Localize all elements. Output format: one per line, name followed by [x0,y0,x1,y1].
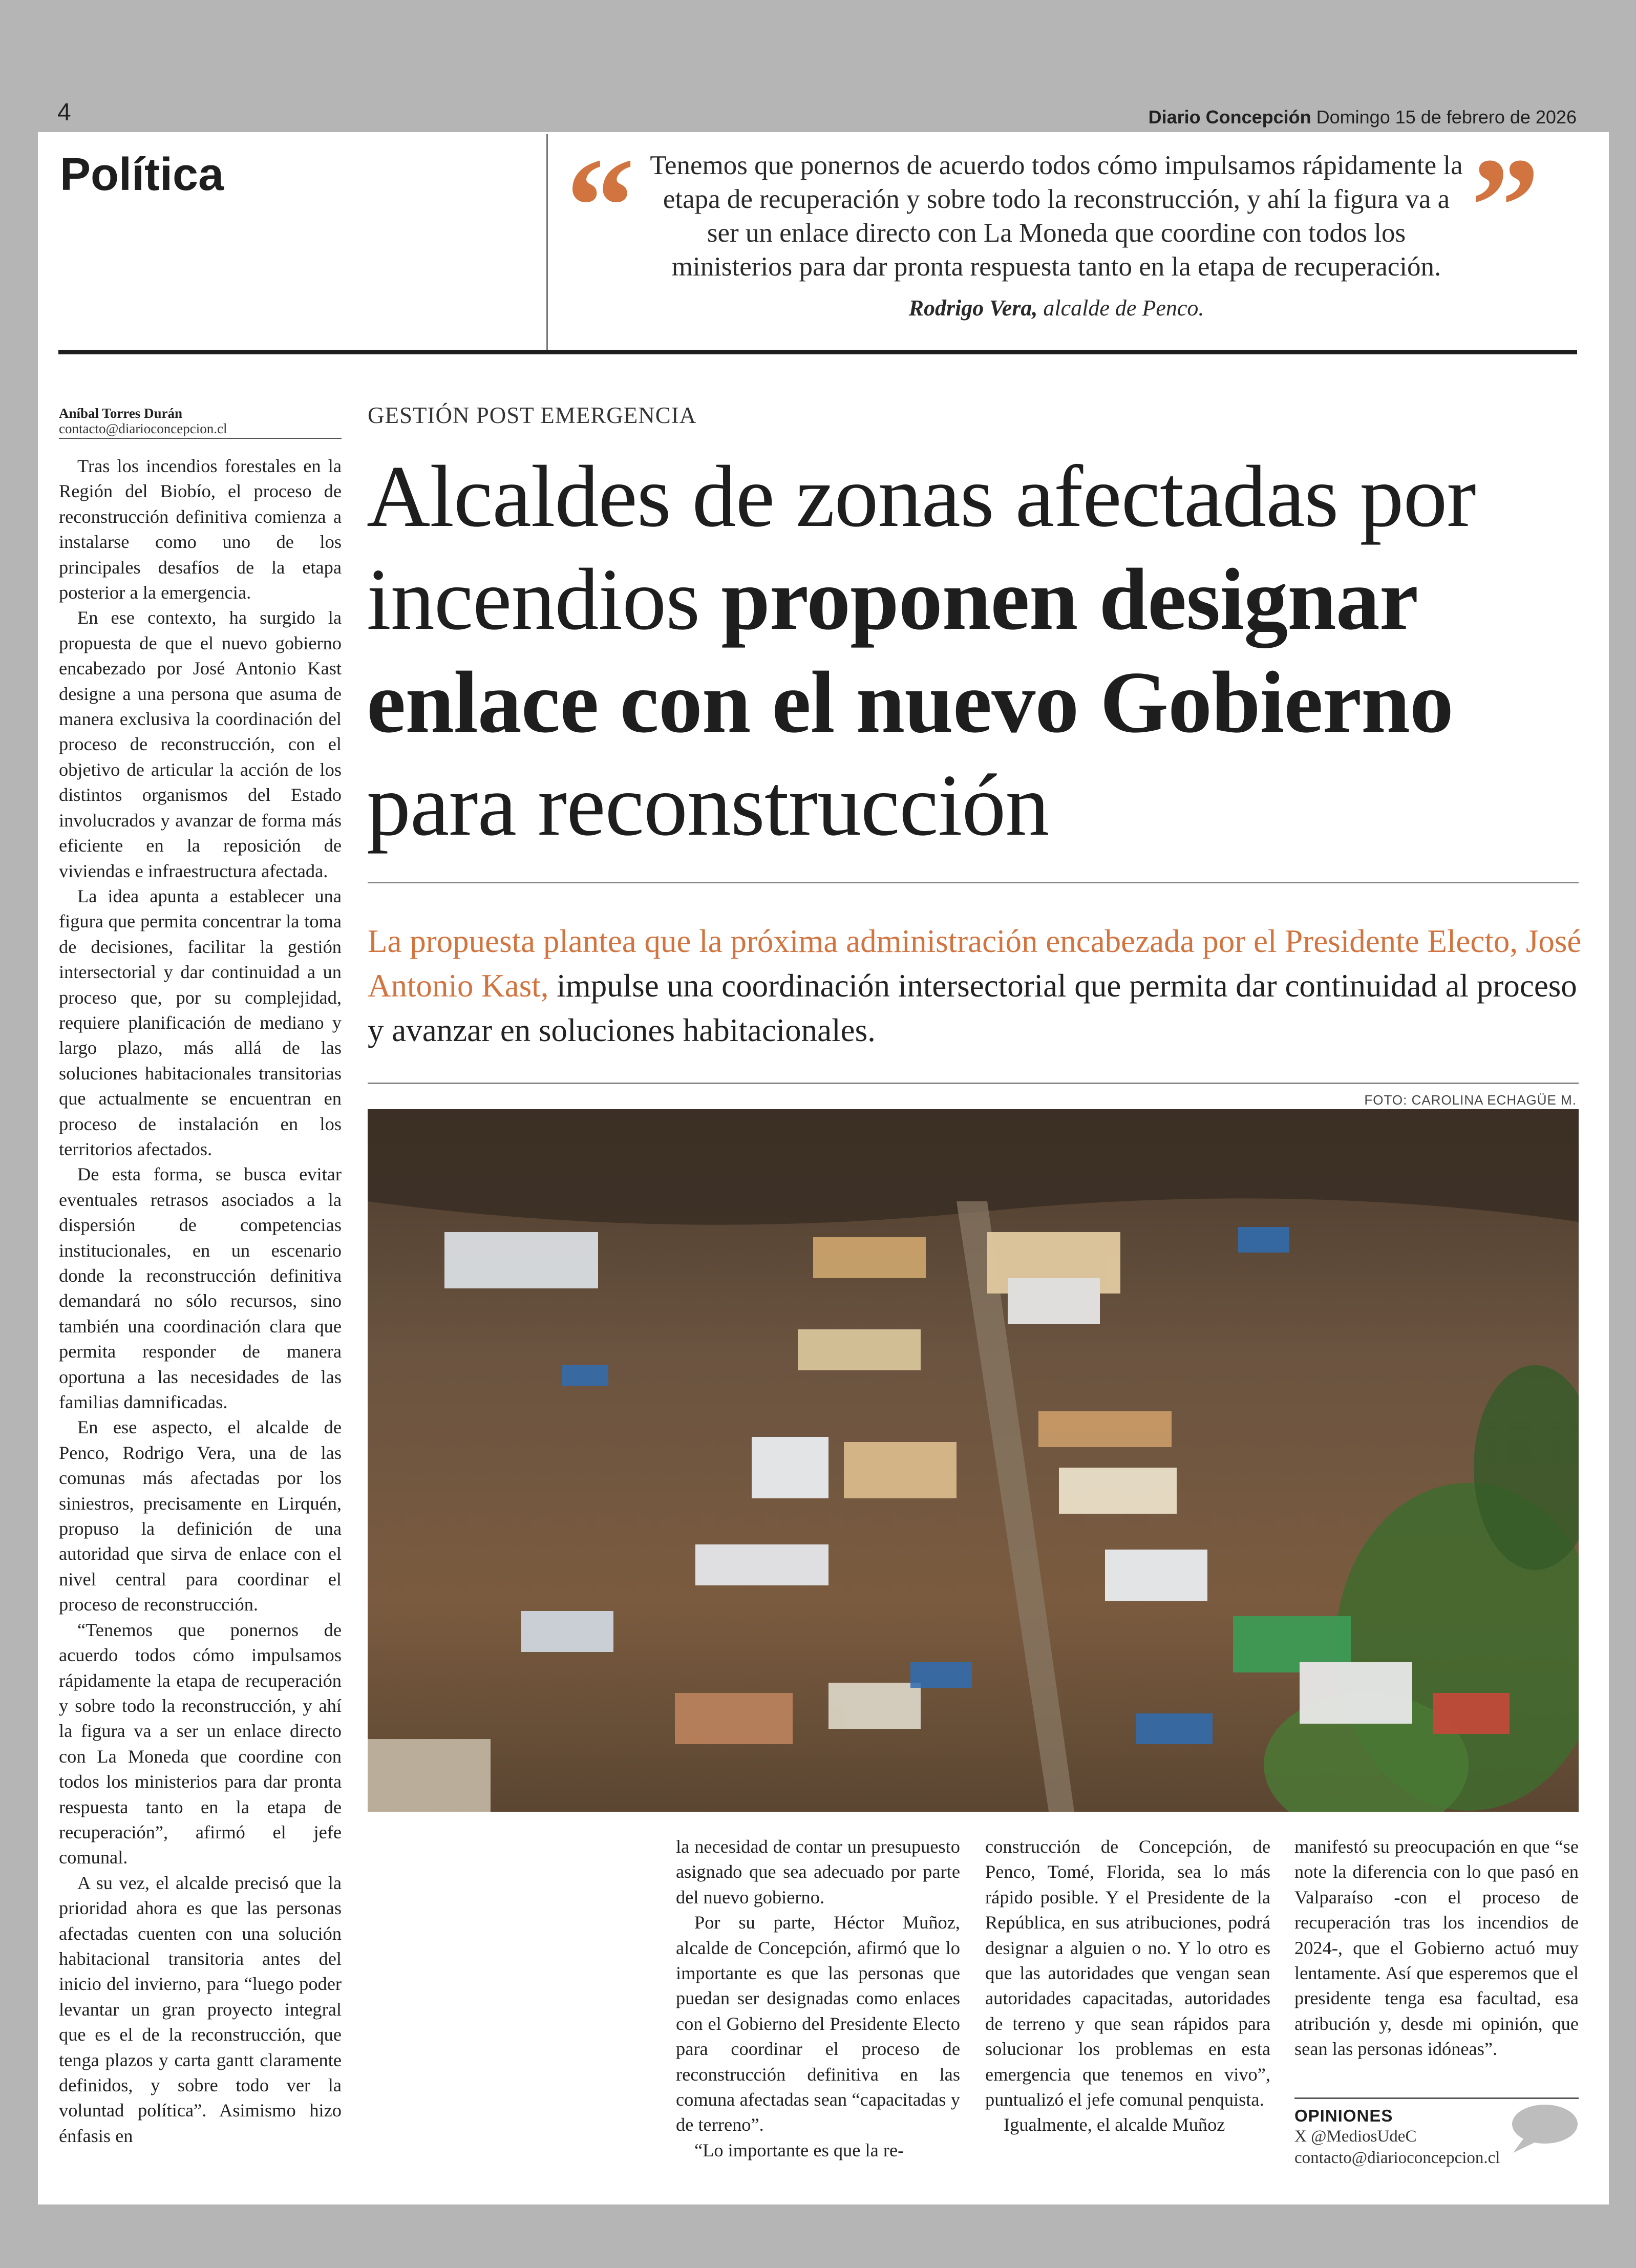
pull-quote-author: Rodrigo Vera, [908,295,1038,321]
article-column-3 [985,1834,1270,2138]
paragraph: A su vez, el alcalde precisó que la prioridad ahora es que las personas afectadas cuenten con una solución habitacional transitoria antes del inicio del invierno, para “luego poder levantar un gran proyecto integral que es el de la reconstrucción, que tenga plazos y carta gantt claramente definidos, y sobre todo ver la voluntad política”. Asimismo hizo énfasis en [59,1872,342,2146]
deck-rule [368,1083,1579,1084]
opinions-rule [1294,2097,1579,2099]
paragraph: La idea apunta a establecer una figura que permita concentrar la toma de decisiones, facilitar la gestión intersectorial y dar continuidad a un proceso que, por su complejidad, requiere planificación de mediano y largo plazo, más allá de las soluciones habitacionales transitorias que actualmente se encuentran en proceso de instalación en los territorios afectados. [59,885,342,1159]
deck-accent-text: La propuesta plantea que la próxima administración encabezada por el Presidente Electo, José Antonio Kast, [368,923,1582,1004]
article-headline [367,446,1580,857]
open-quote-icon: “ [566,130,635,283]
photo-credit: FOTO: CAROLINA ECHAGÜE M. [1364,1092,1577,1108]
opinions-box [1294,2097,1579,2169]
article-column-1 [59,454,342,2149]
page-number: 4 [57,99,71,126]
byline [59,406,342,436]
opinions-title: OPINIONES [1294,2106,1393,2125]
masthead [1149,107,1577,128]
paragraph: En ese contexto, ha surgido la propuesta de que el nuevo gobierno encabezado por José Antonio Kast designe a una persona que asuma de manera exclusiva la coordinación del proceso de reconstrucción, con el objetivo de articular la acción de los distintos organismos del Estado involucrados y avanzar de forma más eficiente en la reposición de viviendas e infraestructura afectada. [59,607,342,881]
headline-part-2: para reconstrucción [367,757,1049,854]
article-column-2 [676,1834,960,2163]
pull-quote-text: Tenemos que ponernos de acuerdo todos cómo impulsamos rápidamente la etapa de recuperación y sobre todo la reconstrucción, y ahí la figura va a ser un enlace directo con La Moneda que coordine con todos los ministerios para dar pronta respuesta tanto en la etapa de recuperación. [650,151,1463,282]
article-deck [368,919,1586,1053]
article-column-4 [1294,1834,1579,2062]
header-divider [546,134,548,351]
opinions-email[interactable]: contacto@diarioconcepcion.cl [1294,2149,1500,2167]
headline-part-1: Alcaldes de zonas afectadas por incendios [367,448,1476,648]
paragraph: En ese aspecto, el alcalde de Penco, Rodrigo Vera, una de las comunas más afectadas por los siniestros, precisamente en Lirquén, propuso la definición de una autoridad que sirva de enlace con el nivel central para coordinar el proceso de reconstrucción. [59,1417,342,1615]
article-kicker: GESTIÓN POST EMERGENCIA [368,402,697,428]
byline-rule [59,438,342,439]
opinions-social: X @MediosUdeC [1294,2127,1417,2146]
byline-email: contacto@diarioconcepcion.cl [59,421,227,436]
close-quote-icon: ” [1471,130,1540,283]
pull-quote-role: alcalde de Penco. [1043,295,1204,321]
paragraph: manifestó su preocupación en que “se note la diferencia con lo que pasó en Valparaíso -con el proceso de recuperación tras los incendios de 2024-, que el Gobierno actuó muy lentamente. Así que esperemos que el presidente tenga esa facultad, esa atribución y, desde mi opinión, que sean las personas idóneas”. [1294,1836,1579,2060]
paragraph: De esta forma, se busca evitar eventuales retrasos asociados a la dispersión de competencias institucionales, en un escenario donde la reconstrucción definitiva demandará no sólo recursos, sino también una coordinación clara que permita responder de manera oportuna a las necesidades de las familias damnificadas. [59,1164,342,1413]
speech-bubble-icon [1507,2102,1579,2155]
pull-quote-attribution [644,295,1469,321]
paragraph: Tras los incendios forestales en la Región del Biobío, el proceso de reconstrucción definitiva comienza a instalarse como uno de los principales desafíos de la etapa posterior a la emergencia. [59,456,342,603]
hillside-houses-image [368,1109,1579,1812]
newspaper-name: Diario Concepción [1148,107,1311,128]
paragraph: Por su parte, Héctor Muñoz, alcalde de Concepción, afirmó que lo importante es que las personas que puedan ser designadas como enlaces con el Gobierno del Presidente Electo para coordinar el proceso de reconstrucción definitiva en las comuna afectadas sean “capacitadas y de terreno”. [676,1912,960,2135]
paragraph: la necesidad de contar un presupuesto asignado que sea adecuado por parte del nuevo gobierno. [676,1836,960,1907]
paragraph: “Tenemos que ponernos de acuerdo todos cómo impulsamos rápidamente la etapa de recuperación y sobre todo la reconstrucción, y ahí la figura va a ser un enlace directo con La Moneda que coordine con todos los ministerios para dar pronta respuesta tanto en la etapa de recuperación”, afirmó el jefe comunal. [59,1619,342,1868]
section-title: Política [60,149,224,200]
headline-rule [368,882,1579,883]
headline-bold-part: proponen designar enlace con el nuevo Gobierno [367,551,1453,751]
article-photo [368,1109,1579,1812]
deck-text: impulse una coordinación intersectorial que permita dar continuidad al proceso y avanzar en soluciones habitacionales. [368,968,1577,1048]
header-rule [58,350,1577,354]
paragraph: construcción de Concepción, de Penco, Tomé, Florida, sea lo más rápido posible. Y el Presidente de la República, en sus atribuciones, podrá designar a alguien o no. Y lo otro es que las autoridades que vengan sean autoridades capacitadas, autoridades de terreno y que sean rápidos para solucionar los problemas en esta emergencia que tenemos en vivo”, puntualizó el jefe comunal penquista. [985,1836,1270,2110]
paragraph: Igualmente, el alcalde Muñoz [1004,2114,1225,2135]
byline-author: Aníbal Torres Durán [59,406,183,421]
issue-date: Domingo 15 de febrero de 2026 [1316,107,1577,128]
paragraph: “Lo importante es que la re- [694,2139,904,2160]
